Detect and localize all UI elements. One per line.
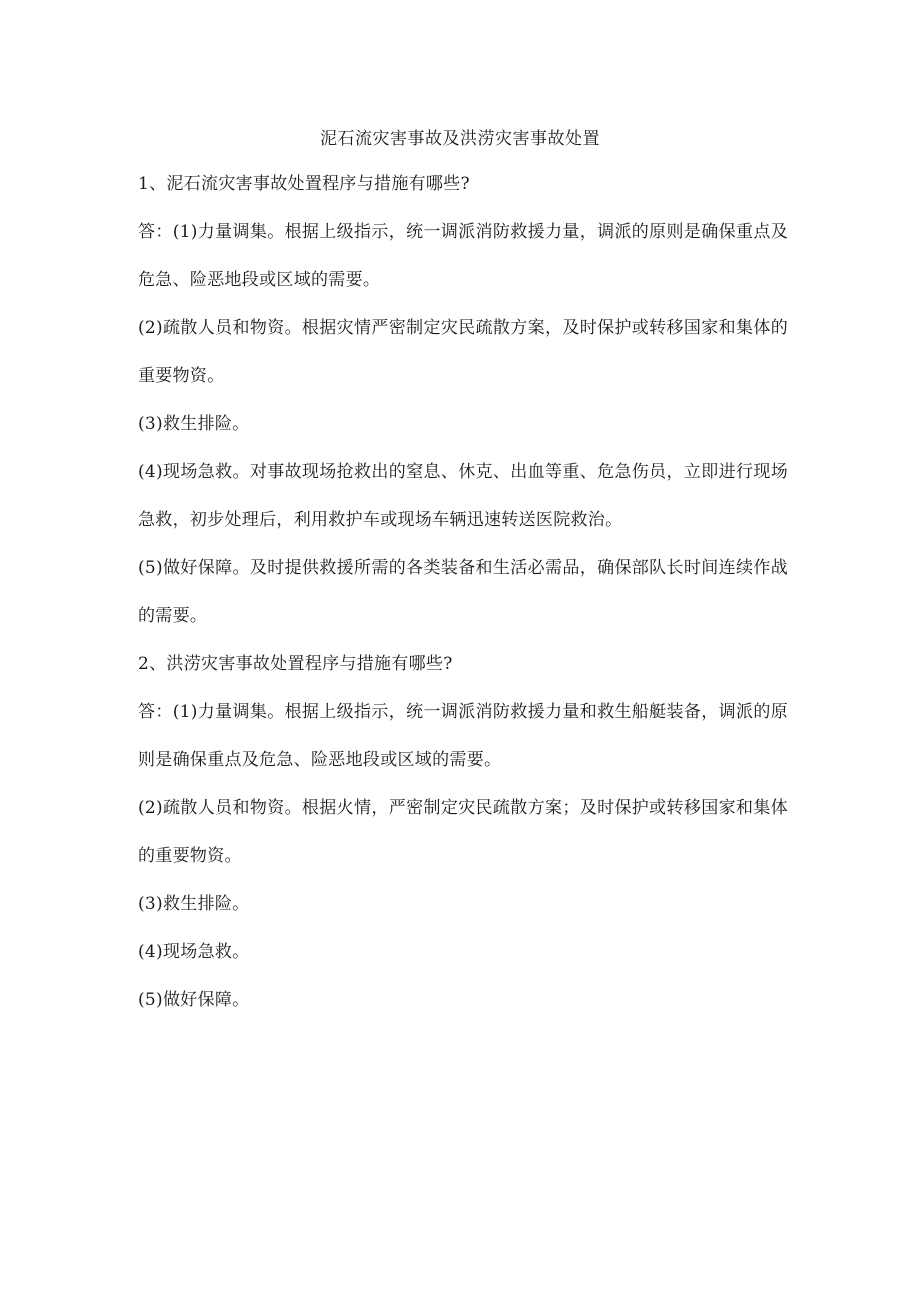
answer-2-item-5: (5)做好保障。 [138, 990, 250, 1010]
document-title: 泥石流灾害事故及洪涝灾害事故处置 [320, 129, 600, 149]
answer-1-item-4: (4)现场急救。对事故现场抢救出的窒息、休克、出血等重、危急伤员，立即进行现场急救，初步处理后，利用救护车或现场车辆迅速转送医院救治。 [138, 462, 788, 530]
answer-1-item-5: (5)做好保障。及时提供救援所需的各类装备和生活必需品，确保部队长时间连续作战的需要。 [138, 558, 788, 626]
answer-1-item-3: (3)救生排险。 [138, 414, 250, 434]
answer-1-item-1: 答：(1)力量调集。根据上级指示，统一调派消防救援力量，调派的原则是确保重点及危急、险恶地段或区域的需要。 [138, 222, 788, 290]
answer-2-item-2: (2)疏散人员和物资。根据火情，严密制定灾民疏散方案；及时保护或转移国家和集体的重要物资。 [138, 798, 788, 866]
question-2: 2、洪涝灾害事故处置程序与措施有哪些? [138, 654, 453, 674]
document-body [138, 160, 788, 1024]
question-1: 1、泥石流灾害事故处置程序与措施有哪些? [138, 174, 470, 194]
answer-2-item-4: (4)现场急救。 [138, 942, 250, 962]
answer-1-item-2: (2)疏散人员和物资。根据灾情严密制定灾民疏散方案，及时保护或转移国家和集体的重要物资。 [138, 318, 788, 386]
answer-2-item-1: 答：(1)力量调集。根据上级指示，统一调派消防救援力量和救生船艇装备，调派的原则是确保重点及危急、险恶地段或区域的需要。 [138, 702, 788, 770]
answer-2-item-3: (3)救生排险。 [138, 894, 250, 914]
